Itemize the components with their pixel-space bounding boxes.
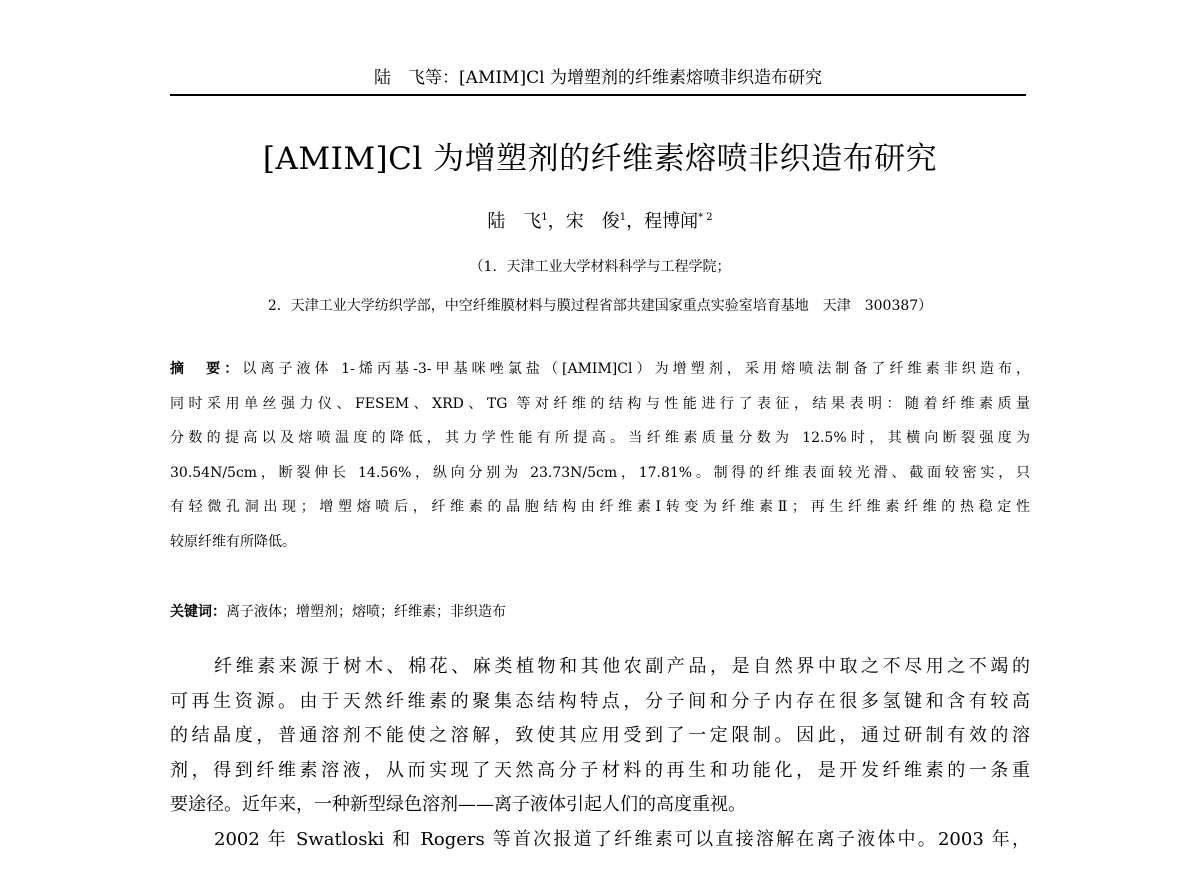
abstract-line: 30.54N/5cm，断裂伸长 14.56%，纵向分别为 23.73N/5cm，17.81%。制得的纤维表面较光滑、截面较密实，只 [170,464,1030,481]
running-header: 陆 飞等：[AMIM]Cl 为增塑剂的纤维素熔喷非织造布研究 [374,68,822,88]
affiliation-line-2: 2．天津工业大学纺织学部，中空纤维膜材料与膜过程省部共建国家重点实验室培育基地 天津 300387） [267,298,933,314]
abstract-line [170,352,1030,387]
abstract-line: 较原纤维有所降低。 [170,533,296,550]
abstract-line: 同时采用单丝强力仪、FESEM、XRD、TG 等对纤维的结构与性能进行了表征，结果表明：随着纤维素质量 [170,395,1030,412]
body-line: 可再生资源。由于天然纤维素的聚集态结构特点，分子间和分子内存在很多氢键和含有较高 [170,690,1030,712]
keywords-label: 关键词： [170,604,226,620]
abstract [170,352,1030,559]
keywords-text: 离子液体；增塑剂；熔喷；纤维素；非织造布 [226,604,506,620]
abstract-label: 摘 要： [170,361,243,377]
body-line: 的结晶度，普通溶剂不能使之溶解，致使其应用受到了一定限制。因此，通过研制有效的溶 [170,725,1030,746]
header-rule [170,94,1026,96]
abstract-text: 以离子液体 1-烯丙基-3-甲基咪唑氯盐（[AMIM]Cl）为增塑剂，采用熔喷法制备了纤维素非织造布， [242,361,1030,377]
author-list [150,208,1050,236]
body-line: 要途径。近年来，一种新型绿色溶剂——离子液体引起人们的高度重视。 [170,794,746,815]
keywords [170,598,1030,626]
author-affiliation-mark: 1 [541,212,548,223]
author-name: 陆 飞 [487,211,542,232]
abstract-line: 有轻微孔洞出现；增塑熔喷后，纤维素的晶胞结构由纤维素Ⅰ转变为纤维素Ⅱ；再生纤维素纤维的热稳定性 [170,499,1030,515]
author-separator: ， [626,211,645,232]
body-line: 2002 年 Swatloski 和 Rogers 等首次报道了纤维素可以直接溶解在离子液体中。2003 年， [214,828,1030,850]
affiliation-line-1: （1．天津工业大学材料科学与工程学院； [469,259,731,275]
author-name: 程博闻 [644,211,699,232]
body-text [170,650,1030,857]
author-name: 宋 俊 [565,211,620,232]
body-line: 纤维素来源于树木、棉花、麻类植物和其他农副产品，是自然界中取之不尽用之不竭的 [214,656,1030,677]
paper-title: [AMIM]Cl 为增塑剂的纤维素熔喷非织造布研究 [262,141,938,177]
author-affiliation-mark: 1 [619,212,627,223]
author-affiliation-mark: * 2 [698,212,713,223]
abstract-line: 分数的提高以及熔喷温度的降低，其力学性能有所提高。当纤维素质量分数为 12.5%时，其横向断裂强度为 [170,430,1030,446]
author-separator: ， [547,211,566,232]
body-line: 剂，得到纤维素溶液，从而实现了天然高分子材料的再生和功能化，是开发纤维素的一条重 [170,759,1030,781]
